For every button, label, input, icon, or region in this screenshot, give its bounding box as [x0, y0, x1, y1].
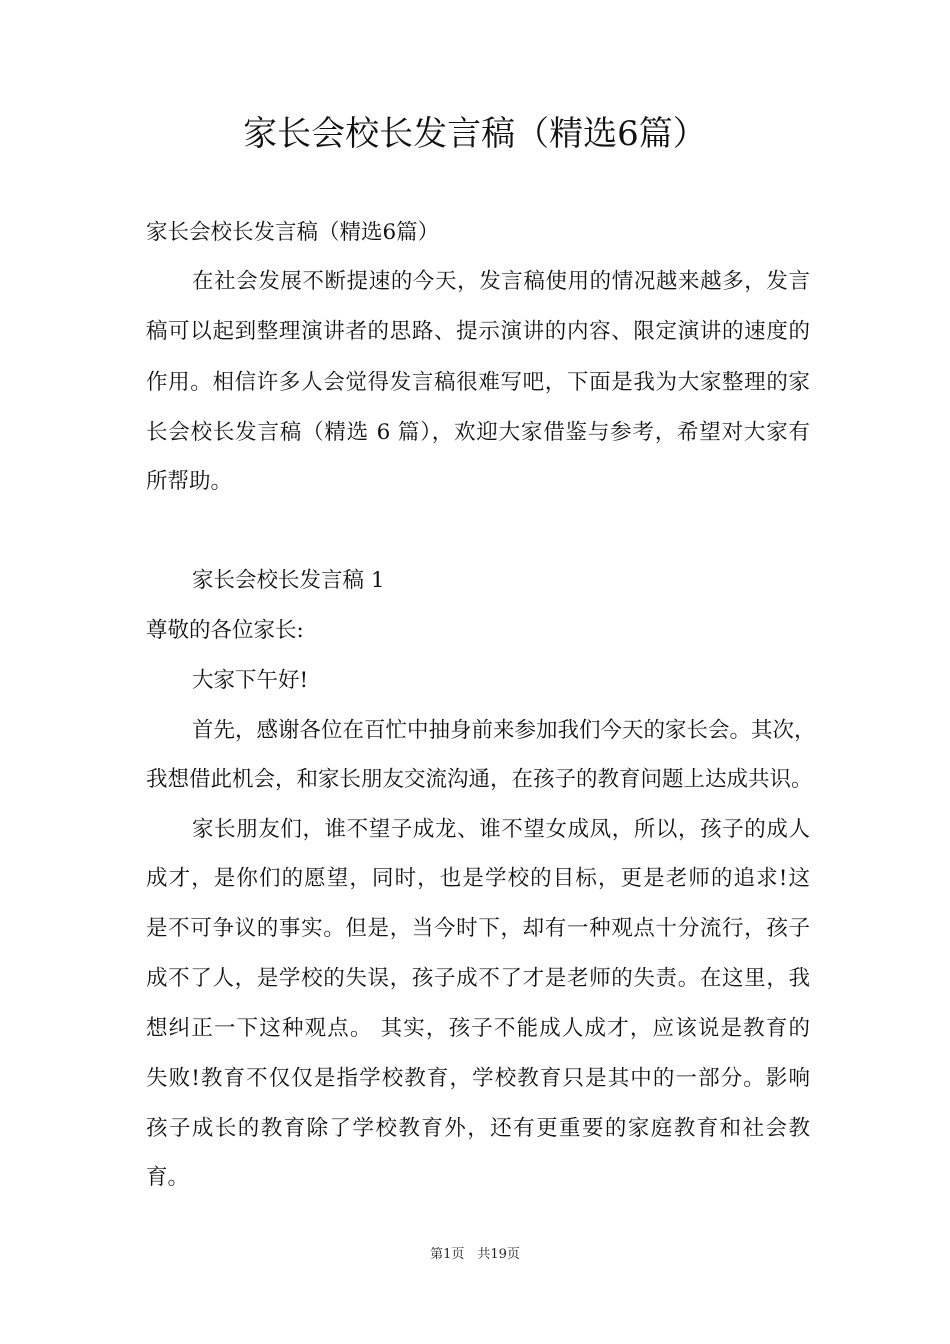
intro-line: 长会校长发言稿（精选 6 篇），欢迎大家借鉴与参考，希望对大家有 [146, 420, 810, 445]
intro-line: 在社会发展不断提速的今天，发言稿使用的情况越来越多，发言 [192, 269, 810, 294]
paragraph-line: 首先，感谢各位在百忙中抽身前来参加我们今天的家长会。其次， [192, 718, 816, 743]
paragraph-line: 成才，是你们的愿望，同时，也是学校的目标，更是老师的追求!这 [146, 866, 810, 891]
paragraph-line: 是不可争议的事实。但是，当今时下，却有一种观点十分流行，孩子 [146, 916, 810, 941]
paragraph-line: 家长朋友们，谁不望子成龙、谁不望女成凤，所以，孩子的成人 [192, 817, 810, 842]
paragraph-line: 育。 [146, 1165, 190, 1190]
paragraph-line: 失败!教育不仅仅是指学校教育，学校教育只是其中的一部分。影响 [146, 1066, 810, 1091]
paragraph-line: 我想借此机会，和家长朋友交流沟通，在孩子的教育问题上达成共识。 [146, 767, 813, 792]
paragraph-line: 成不了人，是学校的失误，孩子成不了才是老师的失责。在这里，我 [146, 966, 810, 991]
section-heading: 家长会校长发言稿 1 [192, 568, 385, 593]
salutation: 尊敬的各位家长: [146, 618, 304, 643]
document-title: 家长会校长发言稿（精选6篇） [243, 114, 707, 154]
greeting: 大家下午好! [192, 668, 309, 693]
intro-line: 稿可以起到整理演讲者的思路、提示演讲的内容、限定演讲的速度的 [146, 319, 810, 344]
intro-line: 所帮助。 [146, 469, 233, 494]
intro-line: 作用。相信许多人会觉得发言稿很难写吧，下面是我为大家整理的家 [146, 370, 810, 395]
paragraph-line: 孩子成长的教育除了学校教育外，还有更重要的家庭教育和社会教 [146, 1116, 810, 1141]
paragraph-line: 想纠正一下这种观点。 其实，孩子不能成人成才，应该说是教育的 [146, 1016, 810, 1041]
document-subtitle: 家长会校长发言稿（精选6篇） [146, 220, 440, 245]
page-number: 第1页 共19页 [430, 1247, 520, 1262]
